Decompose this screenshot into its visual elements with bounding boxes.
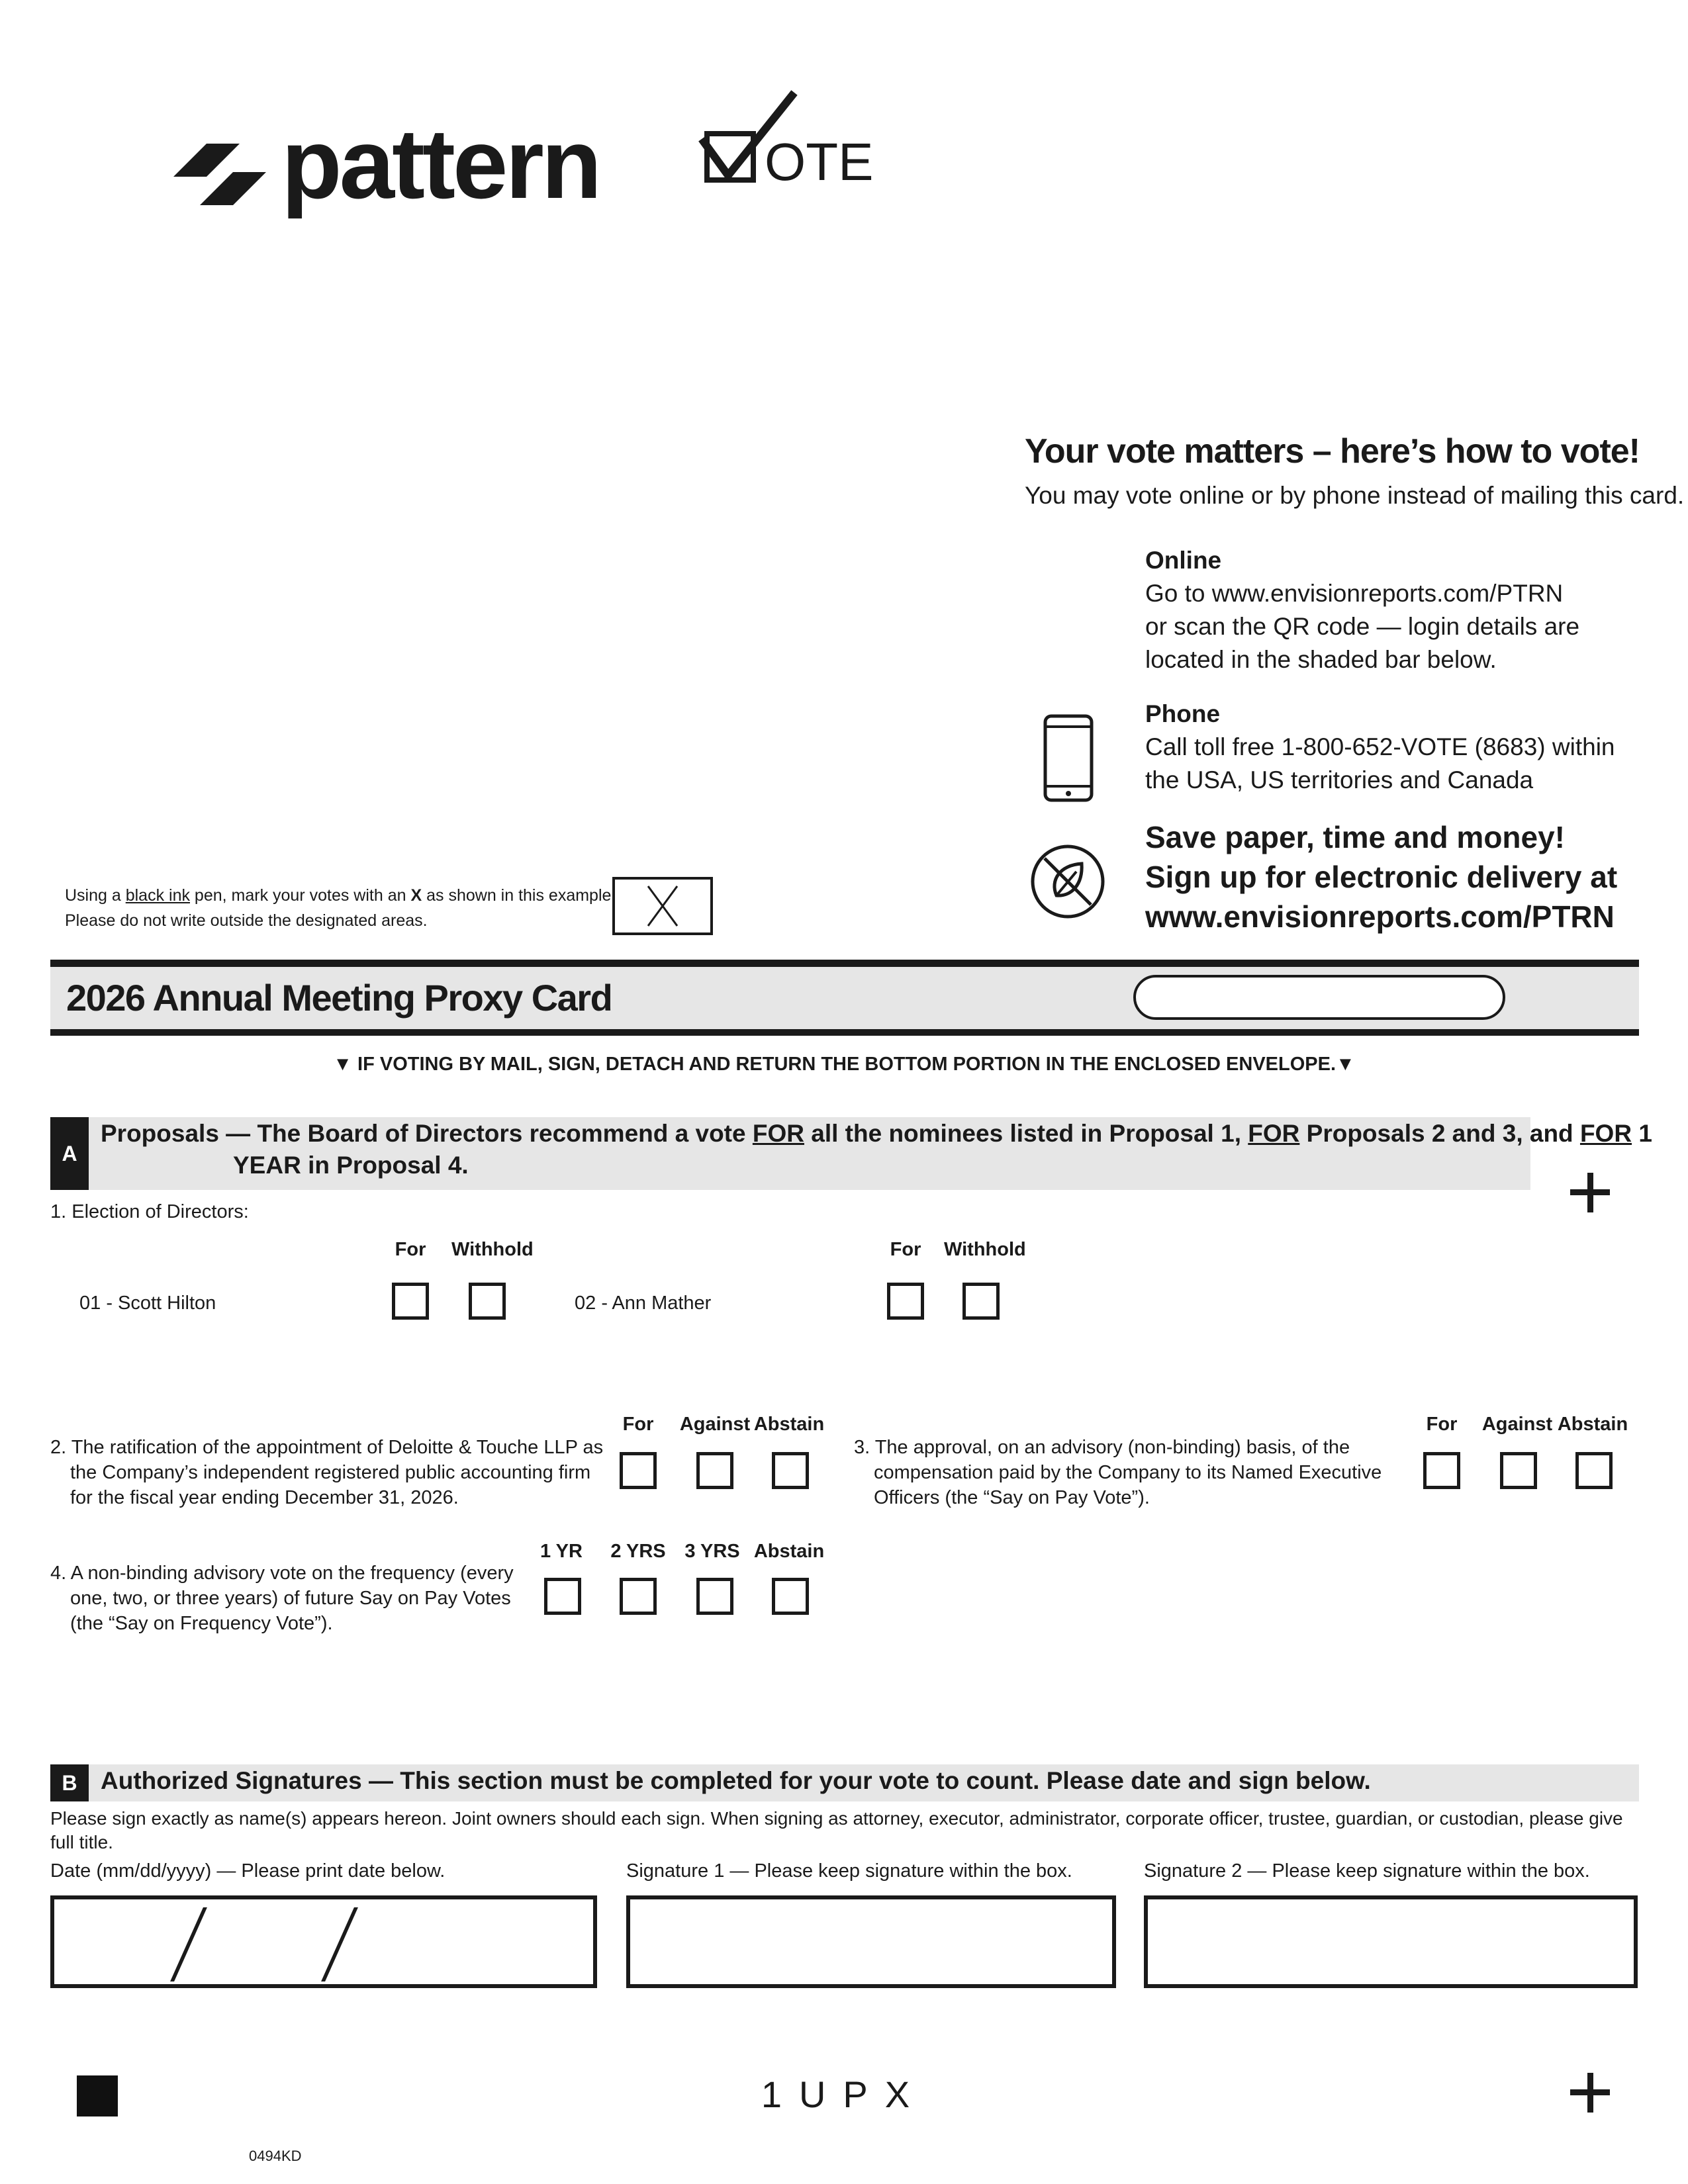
paperless-line: Sign up for electronic delivery at xyxy=(1145,860,1618,894)
form-code: 1UPX xyxy=(761,2073,927,2115)
signature-2-label: Signature 2 — Please keep signature within the box. xyxy=(1144,1860,1590,1882)
section-a-badge: A xyxy=(50,1117,89,1190)
nominee-name: 01 - Scott Hilton xyxy=(79,1293,216,1314)
phone-line: Call toll free 1-800-652-VOTE (8683) within xyxy=(1145,733,1615,760)
abstain-header: Abstain xyxy=(753,1541,825,1562)
registration-mark-plus xyxy=(1570,2073,1610,2113)
nominee-name: 02 - Ann Mather xyxy=(575,1293,712,1314)
proposal-2-for-checkbox[interactable] xyxy=(620,1452,657,1489)
election-label: 1. Election of Directors: xyxy=(50,1201,249,1222)
for-header: For xyxy=(622,1414,654,1435)
example-mark-box xyxy=(612,877,713,935)
pen-instruction-text: Using a xyxy=(65,886,126,905)
x-mark-text: X xyxy=(410,886,422,905)
leaf-icon xyxy=(1030,844,1105,919)
date-separator xyxy=(321,1907,358,1981)
for-header: For xyxy=(395,1239,426,1260)
section-b-title: Authorized Signatures — This section must be completed for your vote to count. Please date and sign below. xyxy=(101,1767,1371,1794)
phone-icon xyxy=(1043,713,1094,803)
nominee-2-withhold-checkbox[interactable] xyxy=(962,1283,1000,1320)
proposal-2-against-checkbox[interactable] xyxy=(696,1452,733,1489)
pen-instruction-text: as shown in this example. xyxy=(422,886,616,905)
proposal-3-text: 3. The approval, on an advisory (non-binding) basis, of the compensation paid by the Company to its Named Executive Officers (the “Say on Pay Vote”). xyxy=(854,1437,1382,1508)
document-code: 0494KD xyxy=(249,2148,302,2164)
date-label: Date (mm/dd/yyyy) — Please print date below. xyxy=(50,1860,445,1882)
paperless-line: www.envisionreports.com/PTRN xyxy=(1145,899,1615,934)
online-line: Go to www.envisionreports.com/PTRN xyxy=(1145,580,1564,607)
proposal-4-abstain-checkbox[interactable] xyxy=(772,1578,809,1615)
pen-instruction-line2: Please do not write outside the designated areas. xyxy=(65,911,428,930)
signing-instructions: Please sign exactly as name(s) appears hereon. Joint owners should each sign. When signing as attorney, executor, administrator, corporate officer, trustee, guardian, or custodian, please give full title. xyxy=(50,1808,1623,1852)
pattern-logo-mark xyxy=(173,136,273,208)
divider xyxy=(50,1029,1639,1036)
pattern-logo-text: pattern xyxy=(281,108,600,219)
proposal-4-text: 4. A non-binding advisory vote on the frequency (every one, two, or three years) of future Say on Pay Votes (the “Say on Frequency Vote”). xyxy=(50,1563,514,1634)
proposal-2-text: 2. The ratification of the appointment of Deloitte & Touche LLP as the Company’s independent registered public accounting firm for the fiscal year ending December 31, 2026. xyxy=(50,1437,604,1508)
vote-subheading: You may vote online or by phone instead of mailing this card. xyxy=(1025,482,1685,509)
signature-1-field[interactable] xyxy=(626,1895,1116,1988)
proposal-2-abstain-checkbox[interactable] xyxy=(772,1452,809,1489)
vote-logo xyxy=(702,93,874,192)
example-x-mark xyxy=(615,880,710,933)
signature-1-label: Signature 1 — Please keep signature within the box. xyxy=(626,1860,1072,1882)
proposal-4-two-years-checkbox[interactable] xyxy=(620,1578,657,1615)
against-header: Against xyxy=(1481,1414,1553,1435)
pen-instruction xyxy=(65,883,616,933)
online-title: Online xyxy=(1145,547,1222,574)
proposal-4-one-year-checkbox[interactable] xyxy=(544,1578,581,1615)
phone-title: Phone xyxy=(1145,700,1221,727)
detach-instruction: ▼ IF VOTING BY MAIL, SIGN, DETACH AND RETURN THE BOTTOM PORTION IN THE ENCLOSED ENVELOPE.▼ xyxy=(333,1054,1355,1075)
proposal-3-abstain-checkbox[interactable] xyxy=(1575,1452,1613,1489)
three-years-header: 3 YRS xyxy=(684,1541,740,1562)
proposal-4-three-years-checkbox[interactable] xyxy=(696,1578,733,1615)
electronic-delivery-info xyxy=(1145,817,1617,936)
section-b-badge: B xyxy=(50,1764,89,1801)
pen-instruction-text: pen, mark your votes with an xyxy=(189,886,411,905)
proposal-3-against-checkbox[interactable] xyxy=(1500,1452,1537,1489)
nominee-1-withhold-checkbox[interactable] xyxy=(469,1283,506,1320)
registration-mark-plus xyxy=(1570,1173,1610,1212)
phone-voting-info xyxy=(1145,698,1615,797)
section-a-title-line2: YEAR in Proposal 4. xyxy=(233,1152,469,1179)
vote-heading: Your vote matters – here’s how to vote! xyxy=(1025,432,1640,471)
black-ink-text: black ink xyxy=(125,886,190,905)
nominee-2-for-checkbox[interactable] xyxy=(887,1283,924,1320)
for-header: For xyxy=(1426,1414,1458,1435)
proposal-3-for-checkbox[interactable] xyxy=(1423,1452,1460,1489)
paperless-line: Save paper, time and money! xyxy=(1145,820,1566,854)
two-years-header: 2 YRS xyxy=(610,1541,666,1562)
signature-2-field[interactable] xyxy=(1144,1895,1638,1988)
section-a-title: Proposals — The Board of Directors recommend a vote FOR all the nominees listed in Proposal 1, FOR Proposals 2 and 3, and FOR 1 xyxy=(101,1120,1652,1147)
nominee-1-for-checkbox[interactable] xyxy=(392,1283,429,1320)
phone-line: the USA, US territories and Canada xyxy=(1145,766,1534,794)
date-separator xyxy=(170,1907,207,1981)
one-year-header: 1 YR xyxy=(540,1541,583,1562)
against-header: Against xyxy=(679,1414,751,1435)
online-line: located in the shaded bar below. xyxy=(1145,646,1497,673)
withhold-header: Withhold xyxy=(451,1239,534,1260)
card-title: 2026 Annual Meeting Proxy Card xyxy=(66,977,612,1019)
online-voting-info xyxy=(1145,544,1579,676)
abstain-header: Abstain xyxy=(753,1414,825,1435)
online-line: or scan the QR code — login details are xyxy=(1145,613,1580,640)
abstain-header: Abstain xyxy=(1557,1414,1628,1435)
withhold-header: Withhold xyxy=(944,1239,1026,1260)
vote-logo-text: OTE xyxy=(765,132,874,191)
date-field[interactable] xyxy=(50,1895,597,1988)
divider xyxy=(50,960,1639,967)
login-details-field xyxy=(1133,975,1505,1020)
for-header: For xyxy=(890,1239,921,1260)
